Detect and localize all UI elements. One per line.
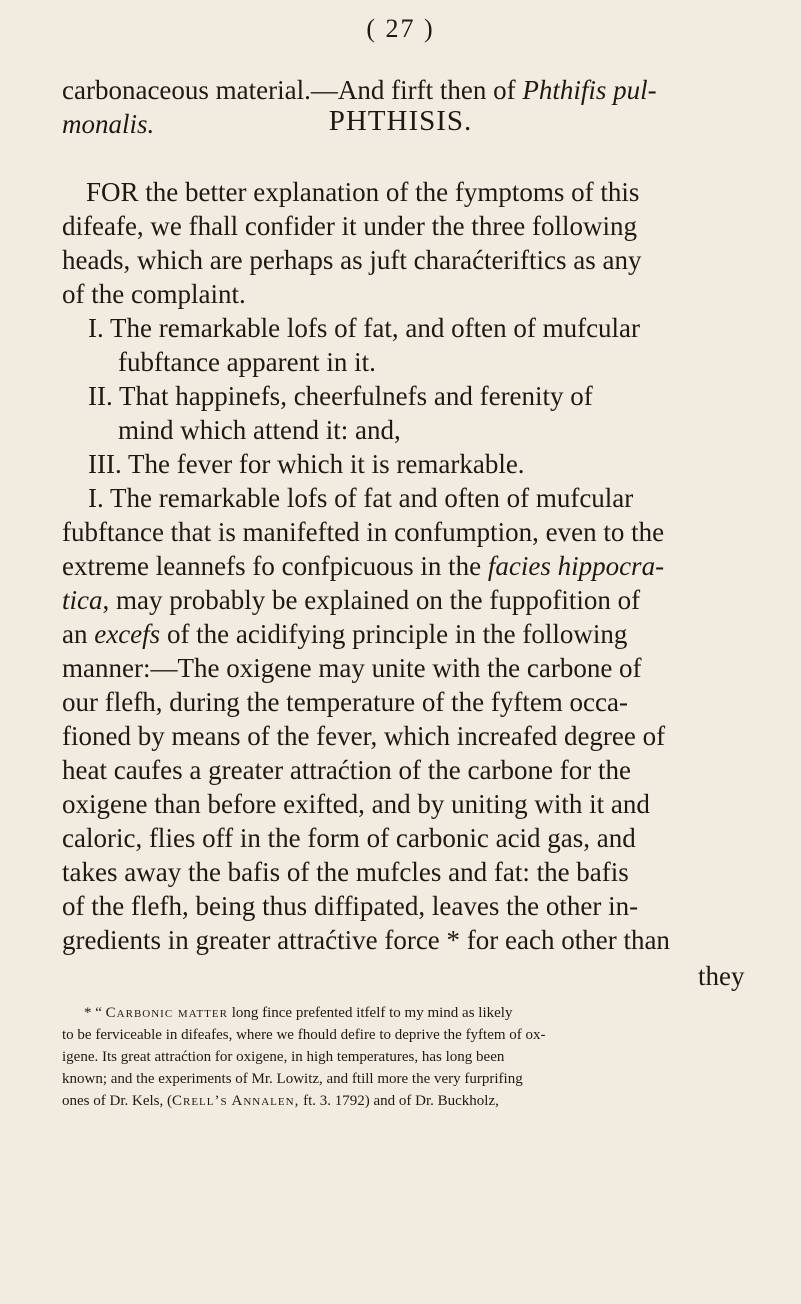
- paragraph-line: caloric, flies off in the form of carbonic acid gas, and: [62, 823, 636, 853]
- list-item-3: III. The fever for which it is remarkable.: [88, 449, 525, 479]
- list-item-2: II. That happinefs, cheerfulnefs and ferenity of: [88, 381, 593, 411]
- footnote-line: * “ Carbonic matter long fince prefented itfelf to my mind as likely: [84, 1005, 513, 1021]
- paragraph-line: oxigene than before exifted, and by uniting with it and: [62, 789, 650, 819]
- paragraph-line: extreme leannefs fo confpicuous in the facies hippocra-: [62, 551, 665, 581]
- section-heading: PHTHISIS.: [328, 105, 473, 137]
- text-line: monalis.: [62, 109, 155, 139]
- footnote-line: ones of Dr. Kels, (Crell’s Annalen, ft. 3. 1792) and of Dr. Buckholz,: [62, 1093, 499, 1109]
- paragraph-line: of the flefh, being thus diffipated, leaves the other in-: [62, 891, 639, 921]
- paragraph-line: our flefh, during the temperature of the fyftem occa-: [62, 687, 628, 717]
- paragraph-line: an excefs of the acidifying principle in the following: [62, 619, 628, 649]
- paragraph-line: fioned by means of the fever, which increafed degree of: [62, 721, 666, 751]
- footnote-line: igene. Its great attraćtion for oxigene, in high temperatures, has long been: [62, 1049, 505, 1065]
- text-line: carbonaceous material.—And firft then of Phthifis pul-: [62, 75, 657, 105]
- page-number: ( 27 ): [366, 14, 435, 43]
- list-item-1: I. The remarkable lofs of fat, and often of mufcular: [88, 313, 641, 343]
- catchword: they: [698, 961, 745, 991]
- footnote-line: to be ferviceable in difeafes, where we fhould defire to deprive the fyftem of ox-: [62, 1027, 546, 1043]
- paragraph-line: manner:—The oxigene may unite with the carbone of: [62, 653, 642, 683]
- paragraph-line: takes away the bafis of the mufcles and fat: the bafis: [62, 857, 629, 887]
- paragraph-line: heat caufes a greater attraćtion of the carbone for the: [62, 755, 631, 785]
- paragraph-line: gredients in greater attraćtive force * for each other than: [62, 925, 670, 955]
- paragraph-line: heads, which are perhaps as juft charaćteriftics as any: [62, 245, 642, 275]
- paragraph-line: difeafe, we fhall confider it under the three following: [62, 211, 638, 241]
- paragraph-line: FOR the better explanation of the fymptoms of this: [86, 177, 640, 207]
- paragraph-line: I. The remarkable lofs of fat and often of mufcular: [88, 483, 634, 513]
- paragraph-line: tica, may probably be explained on the fuppofition of: [62, 585, 641, 615]
- list-item-2-cont: mind which attend it: and,: [118, 415, 401, 445]
- paragraph-line: of the complaint.: [62, 279, 246, 309]
- paragraph-line: fubftance that is manifefted in confumption, even to the: [62, 517, 665, 547]
- list-item-1-cont: fubftance apparent in it.: [118, 347, 376, 377]
- footnote-line: known; and the experiments of Mr. Lowitz, and ftill more the very furprifing: [62, 1071, 523, 1087]
